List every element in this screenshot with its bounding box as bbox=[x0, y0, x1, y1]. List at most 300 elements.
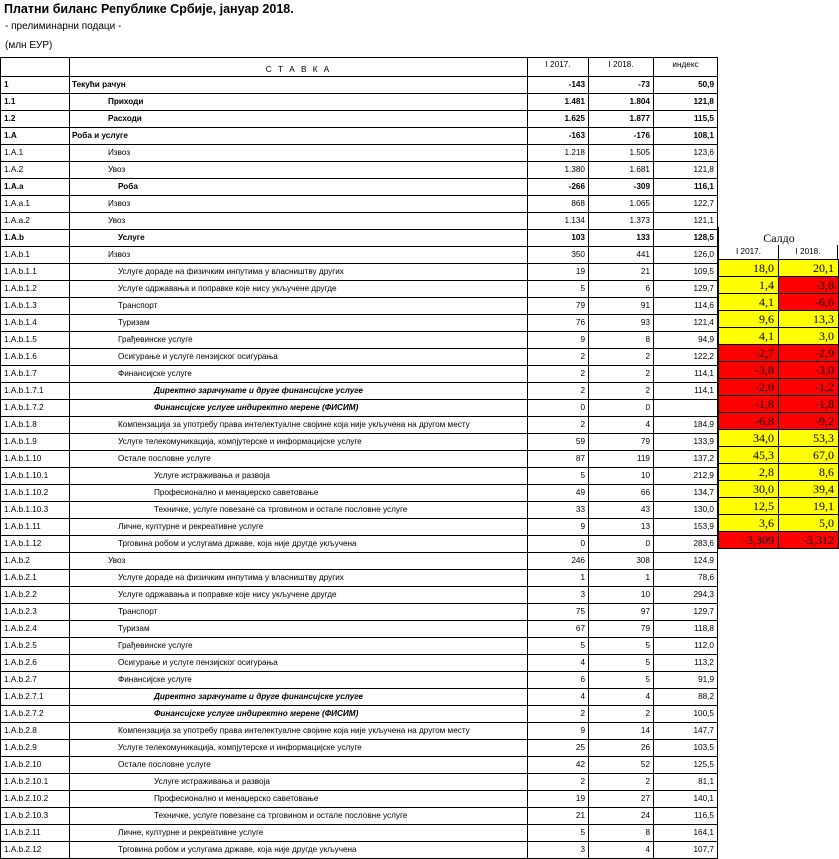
row-value-2017: 3 bbox=[528, 842, 589, 858]
table-row bbox=[0, 825, 718, 842]
row-value-2018: 1.877 bbox=[589, 111, 654, 127]
table-row bbox=[0, 621, 718, 638]
header-col-2017: I 2017. bbox=[528, 58, 589, 76]
saldo-value-2018: 19,1 bbox=[778, 498, 839, 514]
row-item: Услуге истраживања и развоја bbox=[70, 774, 528, 790]
saldo-row bbox=[718, 328, 839, 345]
table-row bbox=[0, 128, 718, 145]
row-code: 1.A.b.2.4 bbox=[0, 621, 70, 637]
saldo-value-2017: 30,0 bbox=[718, 481, 778, 497]
row-code: 1.A.b.1.10.3 bbox=[0, 502, 70, 518]
row-value-2017: 1.380 bbox=[528, 162, 589, 178]
saldo-value-2017: 3,6 bbox=[718, 515, 778, 531]
row-value-2017: 9 bbox=[528, 723, 589, 739]
saldo-row bbox=[718, 413, 839, 430]
saldo-value-2018: 53,3 bbox=[778, 430, 839, 446]
row-value-2018: 4 bbox=[589, 689, 654, 705]
row-value-2018: 1 bbox=[589, 570, 654, 586]
row-item: Приходи bbox=[70, 94, 528, 110]
row-index: 123,6 bbox=[654, 145, 718, 161]
table-row bbox=[0, 230, 718, 247]
row-value-2017: 0 bbox=[528, 400, 589, 416]
row-code: 1.A.b.1.5 bbox=[0, 332, 70, 348]
row-item: Услуге bbox=[70, 230, 528, 246]
row-value-2018: 8 bbox=[589, 332, 654, 348]
row-code: 1.A.b.1.10.1 bbox=[0, 468, 70, 484]
saldo-value-2017: -3,8 bbox=[718, 362, 778, 378]
saldo-row bbox=[718, 294, 839, 311]
table-row bbox=[0, 349, 718, 366]
table-row bbox=[0, 604, 718, 621]
saldo-value-2018: -1,2 bbox=[778, 379, 839, 395]
row-code: 1.A.b.2.8 bbox=[0, 723, 70, 739]
row-index: 107,7 bbox=[654, 842, 718, 858]
row-code: 1.A.b bbox=[0, 230, 70, 246]
row-index: 184,9 bbox=[654, 417, 718, 433]
row-value-2017: 246 bbox=[528, 553, 589, 569]
table-row bbox=[0, 502, 718, 519]
row-item: Транспорт bbox=[70, 298, 528, 314]
table-row bbox=[0, 281, 718, 298]
table-row bbox=[0, 196, 718, 213]
saldo-row bbox=[718, 447, 839, 464]
row-index: 81,1 bbox=[654, 774, 718, 790]
row-item: Компензација за употребу права интелектуалне својине која није укључена на другом месту bbox=[70, 723, 528, 739]
table-row bbox=[0, 332, 718, 349]
row-code: 1.A.b.2.9 bbox=[0, 740, 70, 756]
row-value-2018: 52 bbox=[589, 757, 654, 773]
table-row bbox=[0, 451, 718, 468]
table-row bbox=[0, 519, 718, 536]
row-code: 1.A.b.2.7 bbox=[0, 672, 70, 688]
row-value-2018: 21 bbox=[589, 264, 654, 280]
row-value-2018: 5 bbox=[589, 655, 654, 671]
table-row bbox=[0, 485, 718, 502]
row-item: Осигурање и услуге пензијског осигурања bbox=[70, 655, 528, 671]
saldo-value-2018: -3,0 bbox=[778, 362, 839, 378]
table-row bbox=[0, 638, 718, 655]
row-code: 1.A.b.1.2 bbox=[0, 281, 70, 297]
row-value-2018: 2 bbox=[589, 383, 654, 399]
row-index: 114,1 bbox=[654, 366, 718, 382]
row-value-2018: 133 bbox=[589, 230, 654, 246]
row-code: 1.A.b.1.7.2 bbox=[0, 400, 70, 416]
row-item: Увоз bbox=[70, 213, 528, 229]
row-value-2017: 1.625 bbox=[528, 111, 589, 127]
row-index: 112,0 bbox=[654, 638, 718, 654]
row-value-2018: 26 bbox=[589, 740, 654, 756]
table-row bbox=[0, 553, 718, 570]
table-row bbox=[0, 757, 718, 774]
row-item: Транспорт bbox=[70, 604, 528, 620]
header-col-index: индекс bbox=[654, 58, 718, 76]
saldo-row bbox=[718, 311, 839, 328]
row-index: 121,8 bbox=[654, 94, 718, 110]
row-code: 1 bbox=[0, 77, 70, 93]
row-item: Извоз bbox=[70, 145, 528, 161]
saldo-panel bbox=[718, 227, 839, 549]
row-item: Услуге дораде на физичким инпутима у власништву других bbox=[70, 570, 528, 586]
row-code: 1.A.b.1 bbox=[0, 247, 70, 263]
row-value-2017: 2 bbox=[528, 366, 589, 382]
row-value-2017: 75 bbox=[528, 604, 589, 620]
saldo-value-2018: 5,0 bbox=[778, 515, 839, 531]
row-value-2018: -176 bbox=[589, 128, 654, 144]
row-item: Финансијске услуге bbox=[70, 672, 528, 688]
row-index: 114,1 bbox=[654, 383, 718, 399]
row-index: 94,9 bbox=[654, 332, 718, 348]
saldo-header bbox=[718, 245, 839, 260]
row-code: 1.A.b.2.6 bbox=[0, 655, 70, 671]
table-row bbox=[0, 366, 718, 383]
row-code: 1.A.b.2.10.2 bbox=[0, 791, 70, 807]
row-value-2017: 25 bbox=[528, 740, 589, 756]
table-row bbox=[0, 111, 718, 128]
table-row bbox=[0, 298, 718, 315]
saldo-value-2018: -9,2 bbox=[778, 413, 839, 429]
row-value-2017: 21 bbox=[528, 808, 589, 824]
row-index: 125,5 bbox=[654, 757, 718, 773]
row-value-2018: 0 bbox=[589, 536, 654, 552]
row-value-2017: 33 bbox=[528, 502, 589, 518]
row-index: 115,5 bbox=[654, 111, 718, 127]
row-item: Роба bbox=[70, 179, 528, 195]
row-value-2018: 79 bbox=[589, 621, 654, 637]
saldo-row bbox=[718, 515, 839, 532]
row-code: 1.A.b.2.10.1 bbox=[0, 774, 70, 790]
row-value-2017: 4 bbox=[528, 689, 589, 705]
row-value-2018: 2 bbox=[589, 366, 654, 382]
row-code: 1.A.b.2.1 bbox=[0, 570, 70, 586]
saldo-value-2017: 1,4 bbox=[718, 277, 778, 293]
row-item: Осигурање и услуге пензијског осигурања bbox=[70, 349, 528, 365]
row-item: Извоз bbox=[70, 196, 528, 212]
row-index: 121,8 bbox=[654, 162, 718, 178]
row-index: 108,1 bbox=[654, 128, 718, 144]
row-index: 88,2 bbox=[654, 689, 718, 705]
row-item: Личне, културне и рекреативне услуге bbox=[70, 825, 528, 841]
row-code: 1.A.b.2.3 bbox=[0, 604, 70, 620]
saldo-value-2018: -6,6 bbox=[778, 294, 839, 310]
table-row bbox=[0, 179, 718, 196]
saldo-value-2017: -2,0 bbox=[718, 379, 778, 395]
row-index bbox=[654, 400, 718, 416]
table-row bbox=[0, 723, 718, 740]
saldo-value-2017: -3,309 bbox=[718, 532, 778, 548]
table-row bbox=[0, 570, 718, 587]
row-index: 113,2 bbox=[654, 655, 718, 671]
saldo-value-2017: 4,1 bbox=[718, 294, 778, 310]
table-row bbox=[0, 689, 718, 706]
saldo-row bbox=[718, 396, 839, 413]
row-index: 129,7 bbox=[654, 281, 718, 297]
saldo-row bbox=[718, 379, 839, 396]
saldo-value-2018: -3,312 bbox=[778, 532, 839, 548]
row-index: 130,0 bbox=[654, 502, 718, 518]
row-code: 1.A.b.1.4 bbox=[0, 315, 70, 331]
row-value-2017: 1.481 bbox=[528, 94, 589, 110]
row-index: 121,1 bbox=[654, 213, 718, 229]
row-value-2018: 66 bbox=[589, 485, 654, 501]
row-index: 153,9 bbox=[654, 519, 718, 535]
row-value-2017: 2 bbox=[528, 706, 589, 722]
row-index: 147,7 bbox=[654, 723, 718, 739]
row-item: Увоз bbox=[70, 162, 528, 178]
row-value-2017: 2 bbox=[528, 383, 589, 399]
row-value-2017: 868 bbox=[528, 196, 589, 212]
row-index: 133,9 bbox=[654, 434, 718, 450]
row-item: Трговина робом и услугама државе, која није другде укључена bbox=[70, 536, 528, 552]
balance-table bbox=[0, 57, 718, 859]
page-title: Платни биланс Републике Србије, јануар 2018. bbox=[4, 2, 294, 16]
row-index: 294,3 bbox=[654, 587, 718, 603]
row-value-2017: 5 bbox=[528, 468, 589, 484]
saldo-row bbox=[718, 532, 839, 549]
row-code: 1.A.b.2.10.3 bbox=[0, 808, 70, 824]
row-value-2018: 14 bbox=[589, 723, 654, 739]
table-row bbox=[0, 417, 718, 434]
row-item: Услуге одржавања и поправке које нису укључене другде bbox=[70, 587, 528, 603]
row-value-2017: 1.134 bbox=[528, 213, 589, 229]
table-right-border bbox=[717, 57, 718, 227]
row-code: 1.A.b.1.7.1 bbox=[0, 383, 70, 399]
row-code: 1.A.b.1.7 bbox=[0, 366, 70, 382]
row-code: 1.A.a bbox=[0, 179, 70, 195]
row-value-2018: 79 bbox=[589, 434, 654, 450]
row-index: 283,6 bbox=[654, 536, 718, 552]
saldo-value-2017: 4,1 bbox=[718, 328, 778, 344]
row-value-2017: -163 bbox=[528, 128, 589, 144]
row-value-2018: 43 bbox=[589, 502, 654, 518]
row-item: Финансијске услуге индиректно мерене (ФИСИМ) bbox=[70, 400, 528, 416]
row-value-2017: 103 bbox=[528, 230, 589, 246]
saldo-value-2017: 34,0 bbox=[718, 430, 778, 446]
row-index: 129,7 bbox=[654, 604, 718, 620]
row-value-2018: 13 bbox=[589, 519, 654, 535]
header-item: С Т А В К А bbox=[70, 58, 528, 76]
table-row bbox=[0, 383, 718, 400]
row-value-2017: 59 bbox=[528, 434, 589, 450]
row-value-2018: 0 bbox=[589, 400, 654, 416]
table-row bbox=[0, 400, 718, 417]
page-subtitle: - прелиминарни подаци - bbox=[5, 21, 122, 32]
saldo-title: Салдо bbox=[718, 227, 839, 245]
saldo-value-2018: -2,9 bbox=[778, 345, 839, 361]
row-code: 1.A.2 bbox=[0, 162, 70, 178]
row-value-2018: 1.505 bbox=[589, 145, 654, 161]
header-code bbox=[0, 58, 70, 76]
saldo-row bbox=[718, 260, 839, 277]
table-row bbox=[0, 808, 718, 825]
row-index: 116,1 bbox=[654, 179, 718, 195]
row-value-2018: 5 bbox=[589, 672, 654, 688]
saldo-value-2017: 12,5 bbox=[718, 498, 778, 514]
row-value-2017: 5 bbox=[528, 638, 589, 654]
row-code: 1.A.1 bbox=[0, 145, 70, 161]
row-value-2017: 76 bbox=[528, 315, 589, 331]
row-value-2018: 2 bbox=[589, 706, 654, 722]
row-index: 137,2 bbox=[654, 451, 718, 467]
row-value-2017: 2 bbox=[528, 349, 589, 365]
saldo-value-2017: -1,8 bbox=[718, 396, 778, 412]
row-value-2018: 1.681 bbox=[589, 162, 654, 178]
row-code: 1.A.b.1.10.2 bbox=[0, 485, 70, 501]
saldo-value-2017: -6,8 bbox=[718, 413, 778, 429]
table-row bbox=[0, 706, 718, 723]
row-code: 1.A bbox=[0, 128, 70, 144]
row-value-2017: 19 bbox=[528, 791, 589, 807]
row-index: 128,5 bbox=[654, 230, 718, 246]
row-value-2017: -266 bbox=[528, 179, 589, 195]
row-value-2018: 308 bbox=[589, 553, 654, 569]
row-value-2017: 2 bbox=[528, 417, 589, 433]
row-item: Туризам bbox=[70, 621, 528, 637]
saldo-row bbox=[718, 362, 839, 379]
row-value-2018: 119 bbox=[589, 451, 654, 467]
row-code: 1.A.b.2.10 bbox=[0, 757, 70, 773]
row-index: 122,7 bbox=[654, 196, 718, 212]
saldo-value-2018: 39,4 bbox=[778, 481, 839, 497]
row-value-2017: 1 bbox=[528, 570, 589, 586]
row-code: 1.2 bbox=[0, 111, 70, 127]
row-value-2018: -309 bbox=[589, 179, 654, 195]
saldo-row bbox=[718, 277, 839, 294]
row-value-2018: 5 bbox=[589, 638, 654, 654]
saldo-col-2017: I 2017. bbox=[718, 245, 778, 259]
row-item: Професионално и менаџерско саветовање bbox=[70, 485, 528, 501]
row-value-2018: 10 bbox=[589, 587, 654, 603]
saldo-value-2018: 8,6 bbox=[778, 464, 839, 480]
table-row bbox=[0, 315, 718, 332]
row-index: 103,5 bbox=[654, 740, 718, 756]
row-code: 1.A.b.2.11 bbox=[0, 825, 70, 841]
saldo-row bbox=[718, 464, 839, 481]
row-value-2018: 1.804 bbox=[589, 94, 654, 110]
row-value-2017: 0 bbox=[528, 536, 589, 552]
row-item: Личне, културне и рекреативне услуге bbox=[70, 519, 528, 535]
row-item: Остале пословне услуге bbox=[70, 451, 528, 467]
table-row bbox=[0, 247, 718, 264]
row-code: 1.A.b.1.8 bbox=[0, 417, 70, 433]
table-row bbox=[0, 162, 718, 179]
row-value-2017: 67 bbox=[528, 621, 589, 637]
row-value-2017: 79 bbox=[528, 298, 589, 314]
row-item: Финансијске услуге индиректно мерене (ФИСИМ) bbox=[70, 706, 528, 722]
row-value-2017: 4 bbox=[528, 655, 589, 671]
row-value-2017: 9 bbox=[528, 519, 589, 535]
saldo-row bbox=[718, 498, 839, 515]
row-code: 1.A.b.2.12 bbox=[0, 842, 70, 858]
row-value-2017: 49 bbox=[528, 485, 589, 501]
table-row bbox=[0, 213, 718, 230]
row-code: 1.1 bbox=[0, 94, 70, 110]
table-row bbox=[0, 842, 718, 859]
saldo-value-2018: 67,0 bbox=[778, 447, 839, 463]
saldo-value-2018: 13,3 bbox=[778, 311, 839, 327]
row-value-2017: 9 bbox=[528, 332, 589, 348]
row-index: 121,4 bbox=[654, 315, 718, 331]
row-value-2017: 2 bbox=[528, 774, 589, 790]
table-row bbox=[0, 672, 718, 689]
saldo-value-2018: 3,0 bbox=[778, 328, 839, 344]
row-code: 1.A.b.2.7.2 bbox=[0, 706, 70, 722]
row-index: 114,6 bbox=[654, 298, 718, 314]
saldo-value-2018: -1,8 bbox=[778, 396, 839, 412]
row-code: 1.A.b.2.5 bbox=[0, 638, 70, 654]
row-value-2017: 1.218 bbox=[528, 145, 589, 161]
row-item: Директно зарачунате и друге финансијске услуге bbox=[70, 689, 528, 705]
row-item: Туризам bbox=[70, 315, 528, 331]
row-item: Професионално и менаџерско саветовање bbox=[70, 791, 528, 807]
row-item: Услуге дораде на физичким инпутима у власништву других bbox=[70, 264, 528, 280]
saldo-value-2017: 2,8 bbox=[718, 464, 778, 480]
saldo-value-2017: 45,3 bbox=[718, 447, 778, 463]
saldo-value-2018: 20,1 bbox=[778, 260, 839, 276]
table-row bbox=[0, 468, 718, 485]
row-item: Трговина робом и услугама државе, која није другде укључена bbox=[70, 842, 528, 858]
row-item: Увоз bbox=[70, 553, 528, 569]
row-value-2018: 1.373 bbox=[589, 213, 654, 229]
row-value-2018: 27 bbox=[589, 791, 654, 807]
unit-label: (млн ЕУР) bbox=[5, 40, 53, 51]
table-header bbox=[0, 57, 718, 77]
row-index: 50,9 bbox=[654, 77, 718, 93]
row-value-2018: 97 bbox=[589, 604, 654, 620]
row-code: 1.A.b.2.7.1 bbox=[0, 689, 70, 705]
row-value-2017: 350 bbox=[528, 247, 589, 263]
row-code: 1.A.b.1.9 bbox=[0, 434, 70, 450]
row-item: Техничке, услуге повезане са трговином и остале пословне услуге bbox=[70, 502, 528, 518]
table-row bbox=[0, 434, 718, 451]
row-value-2018: 91 bbox=[589, 298, 654, 314]
table-row bbox=[0, 791, 718, 808]
row-value-2017: 5 bbox=[528, 825, 589, 841]
row-item: Извоз bbox=[70, 247, 528, 263]
row-value-2017: 6 bbox=[528, 672, 589, 688]
saldo-row bbox=[718, 481, 839, 498]
row-value-2018: 1.065 bbox=[589, 196, 654, 212]
row-value-2018: 4 bbox=[589, 842, 654, 858]
row-code: 1.A.b.1.10 bbox=[0, 451, 70, 467]
row-item: Расходи bbox=[70, 111, 528, 127]
saldo-row bbox=[718, 345, 839, 362]
row-item: Техничке, услуге повезане са трговином и остале пословне услуге bbox=[70, 808, 528, 824]
table-row bbox=[0, 774, 718, 791]
row-index: 212,9 bbox=[654, 468, 718, 484]
row-item: Грађевинске услуге bbox=[70, 332, 528, 348]
row-item: Услуге истраживања и развоја bbox=[70, 468, 528, 484]
row-index: 78,6 bbox=[654, 570, 718, 586]
row-value-2017: 5 bbox=[528, 281, 589, 297]
row-item: Роба и услуге bbox=[70, 128, 528, 144]
table-row bbox=[0, 77, 718, 94]
row-value-2017: -143 bbox=[528, 77, 589, 93]
row-code: 1.A.a.2 bbox=[0, 213, 70, 229]
row-value-2018: 4 bbox=[589, 417, 654, 433]
row-code: 1.A.b.1.6 bbox=[0, 349, 70, 365]
row-value-2018: -73 bbox=[589, 77, 654, 93]
row-code: 1.A.a.1 bbox=[0, 196, 70, 212]
row-value-2017: 3 bbox=[528, 587, 589, 603]
table-row bbox=[0, 655, 718, 672]
row-value-2018: 2 bbox=[589, 774, 654, 790]
row-item: Услуге одржавања и поправке које нису укључене другде bbox=[70, 281, 528, 297]
row-index: 140,1 bbox=[654, 791, 718, 807]
row-index: 134,7 bbox=[654, 485, 718, 501]
row-index: 164,1 bbox=[654, 825, 718, 841]
row-item: Услуге телекомуникација, компјутерске и информацијске услуге bbox=[70, 740, 528, 756]
row-value-2018: 6 bbox=[589, 281, 654, 297]
